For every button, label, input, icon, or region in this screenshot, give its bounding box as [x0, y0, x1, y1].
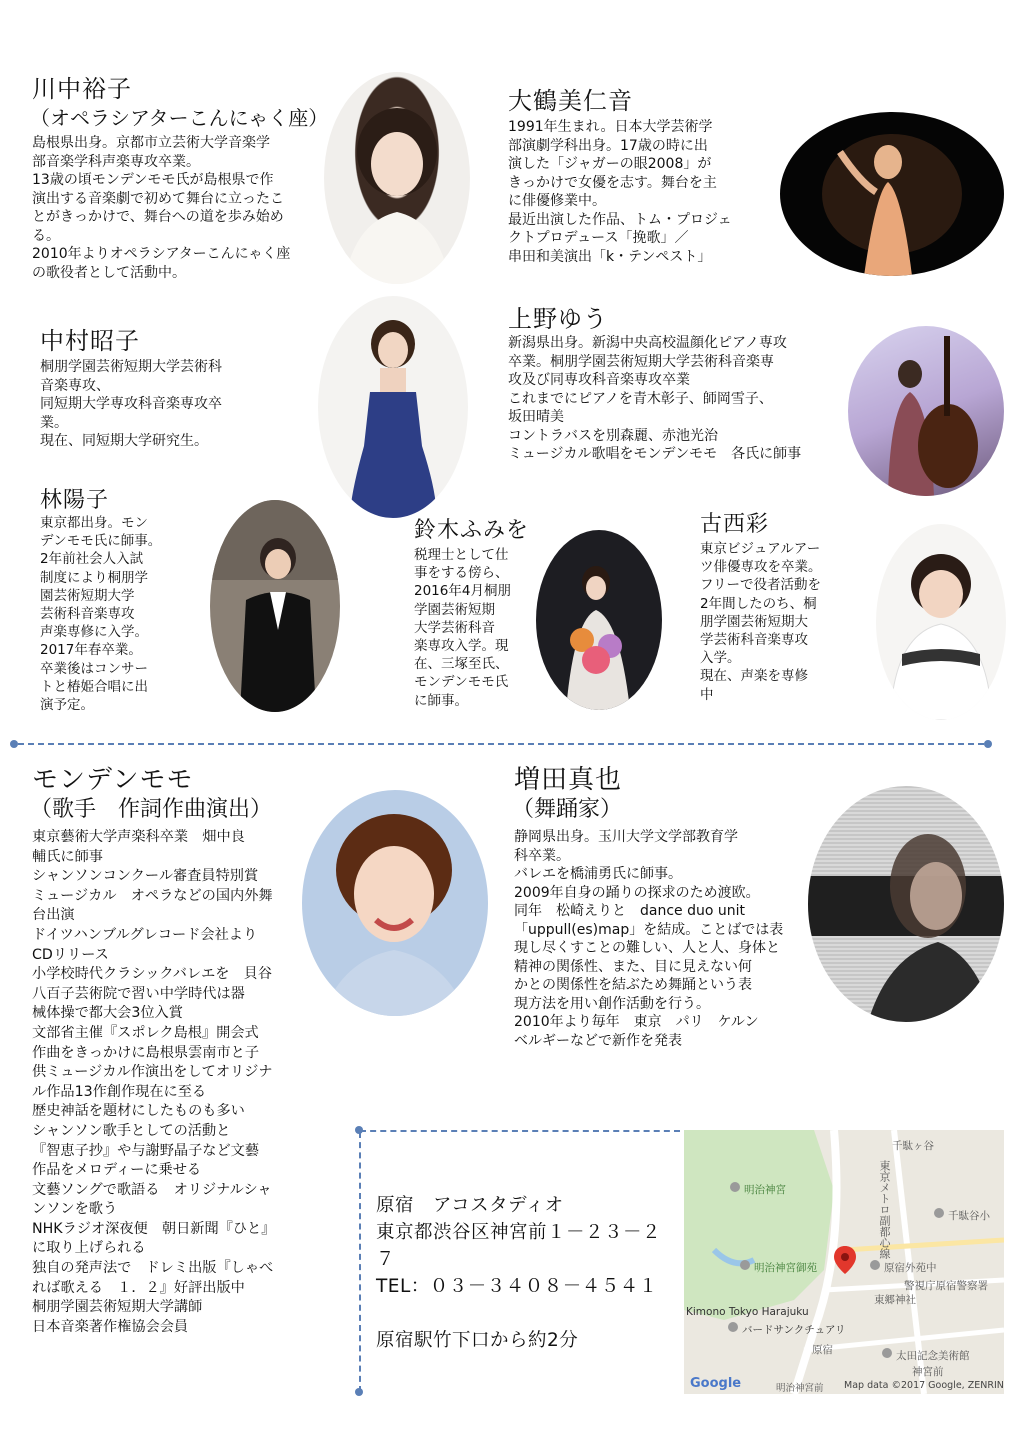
kawanaka-name: 川中裕子 — [32, 75, 132, 103]
hayashi-bio: 東京都出身。モン デンモモ氏に師事。 2年前社会人入試 制度により桐朋学 園芸術短期大学 芸術科音楽専攻 声楽専修に入学。 2017年春卒業。 卒業後はコンサー トと椿姫合唱に出 演予定。 — [40, 515, 162, 714]
masuda-name: 増田真也 — [514, 765, 623, 795]
map[interactable] — [684, 1130, 1004, 1394]
hayashi-portrait — [210, 500, 340, 712]
kawanaka-photo — [324, 72, 470, 284]
monden-photo — [302, 790, 488, 1016]
map-label-sendagaya: 千駄ヶ谷 — [892, 1140, 934, 1152]
map-label-metro: 東京メトロ副都心線 — [878, 1160, 891, 1259]
bird-sanctuary-pin — [728, 1322, 738, 1332]
monden-portrait — [302, 790, 488, 1016]
ueno-contrabass-image — [848, 326, 1004, 496]
nakamura-name: 中村昭子 — [40, 327, 140, 355]
konishi-portrait — [876, 524, 1006, 720]
masuda-role: （舞踊家） — [512, 797, 623, 822]
venue-info: 原宿 アコスタディオ 東京都渋谷区神宮前１－２３－２７ TEL：０３－３４０８－４５４１ 原宿駅竹下口から約2分 — [376, 1195, 662, 1351]
meiji-gyoen-pin — [740, 1260, 750, 1270]
map-google-logo: Google — [690, 1376, 742, 1391]
meiji-jingu-pin — [730, 1182, 740, 1192]
map-label-bird: バードサンクチュアリ — [742, 1324, 846, 1336]
map-label-togo-jinja: 東郷神社 — [874, 1294, 916, 1306]
harajuku-gaien-pin — [870, 1260, 880, 1270]
masuda-portrait — [808, 786, 1004, 1022]
suzuki-photo — [536, 530, 662, 710]
ota-museum-pin — [882, 1348, 892, 1358]
ueno-photo — [848, 326, 1004, 496]
nakamura-bio: 桐朋学園芸術短期大学芸術科 音楽専攻、 同短期大学専攻科音楽専攻卒 業。 現在、同短期大学研究生。 — [40, 359, 222, 449]
otsuru-photo — [780, 112, 1004, 276]
map-label-jingumae-station: 明治神宮前 — [776, 1383, 824, 1394]
map-label-keishicho: 警視庁原宿警察署 — [904, 1280, 988, 1292]
otsuru-bio: 1991年生まれ。日本大学芸術学 部演劇学科出身。17歳の時に出 演した「ジャガーの眼2008」が きっかけで女優を志す。舞台を主 に俳優修業中。 最近出演した作品、トム・プロジェ クトプロデュース「挽歌」／ 串田和美演出「k・テンペスト」 — [508, 119, 732, 265]
nakamura-portrait — [318, 296, 468, 518]
divider-dot-left — [10, 740, 18, 748]
konishi-name: 古西彩 — [700, 512, 770, 537]
monden-bio: 東京藝術大学声楽科卒業 畑中良 輔氏に師事 シャンソンコンクール審査員特別賞 ミュージカル オペラなどの国内外舞 台出演 ドイツハンブルグレコード会社より CDリリース 小学校時代クラシックバレエを 貝谷 八百子芸術院で習い中学時代は器 械体操で都大会3位入賞 文部省主催『スポレク島根』開会式 作曲をきっかけに島根県雲南市と子 供ミュージカル作演出をしてオリジナ ル作品13作創作現在に至る 歴史神話を題材にしたものも多い シャンソン歌手としての活動と 『智恵子抄』や与謝野晶子など文藝 作品をメロディーに乗せる 文藝ソングで歌語る オリジナルシャ ンソンを歌う NHKラジオ深夜便 朝日新聞『ひと』 に取り上げられる 独自の発声法で ドレミ出版『しゃべ れば歌える １．２』好評出版中 桐朋学園芸術短期大学講師 日本音楽著作権協会会員 — [32, 829, 276, 1335]
suzuki-bio: 税理士として仕 事をする傍ら、 2016年4月桐朋 学園芸術短期 大学芸術科音 楽専攻入学。現 在、三塚至氏、 モンデンモモ氏 に師事。 — [414, 547, 511, 709]
map-label-harajuku: 原宿 — [812, 1344, 833, 1356]
venue-dot-bottom — [355, 1388, 363, 1396]
divider-dot-right — [984, 740, 992, 748]
otsuru-name: 大鶴美仁音 — [508, 87, 633, 115]
map-label-ota: 太田記念美術館 — [896, 1350, 970, 1362]
hayashi-photo — [210, 500, 340, 712]
nakamura-photo — [318, 296, 468, 518]
suzuki-name: 鈴木ふみを — [414, 518, 530, 543]
kawanaka-portrait — [324, 72, 470, 284]
masuda-bio: 静岡県出身。玉川大学文学部教育学 科卒業。 バレエを橋浦勇氏に師事。 2009年自身の踊りの探求のため渡欧。 同年 松崎えりと dance duo unit 「uppull(es)map」を結成。ことばでは表 現し尽くすことの難しい、人と人、身体と 精神の関係性、また、目に見えない何 かとの関係性を結ぶため舞踊という表 現方法を用い創作活動を行う。 2010年より毎年 東京 パリ ケルン ベルギーなどで新作を発表 — [514, 829, 784, 1049]
kawanaka-bio: 島根県出身。京都市立芸術大学音楽学 部音楽学科声楽専攻卒業。 13歳の頃モンデンモモ氏が島根県で作 演出する音楽劇で初めて舞台に立ったこ とがきっかけで、舞台への道を歩み始め る。 2010年よりオペラシアターこんにゃく座 の歌役者として活動中。 — [32, 135, 291, 281]
monden-role: （歌手 作詞作曲演出） — [30, 797, 273, 822]
map-label-meiji-jingu: 明治神宮 — [744, 1184, 786, 1196]
map-label-harajuku-gaien: 原宿外苑中 — [884, 1262, 937, 1274]
hayashi-name: 林陽子 — [40, 488, 110, 513]
konishi-photo — [876, 524, 1006, 720]
venue-left-border — [359, 1132, 361, 1392]
map-credit: Map data ©2017 Google, ZENRIN — [844, 1380, 1004, 1391]
monden-name: モンデンモモ — [32, 765, 194, 795]
kawanaka-affiliation: （オペラシアターこんにゃく座） — [30, 106, 329, 130]
map-label-kimono: Kimono Tokyo Harajuku — [686, 1306, 809, 1318]
ueno-name: 上野ゆう — [508, 305, 608, 333]
map-label-meiji-gyoen: 明治神宮御苑 — [754, 1262, 817, 1274]
venue-top-border — [360, 1130, 680, 1132]
section-divider — [18, 743, 984, 745]
konishi-bio: 東京ビジュアルアー ツ俳優専攻を卒業。 フリーで役者活動を 2年間したのち、桐 朋学園芸術短期大 学芸術科音楽専攻 入学。 現在、声楽を専修 中 — [700, 541, 822, 703]
map-label-jingumae: 神宮前 — [912, 1366, 944, 1378]
sendagaya-elem-pin — [934, 1208, 944, 1218]
ueno-bio: 新潟県出身。新潟中央高校温顔化ピアノ専攻 卒業。桐朋学園芸術短期大学芸術科音楽専 攻及び同専攻科音楽専攻卒業 これまでにピアノを青木彰子、師岡雪子、 坂田晴美 コントラバスを別森麗、赤池光治 ミュージカル歌唱をモンデンモモ 各氏に師事 — [508, 335, 802, 462]
otsuru-stage-image — [780, 112, 1004, 276]
venue-location-pin-icon[interactable] — [834, 1246, 856, 1274]
map-label-sendagaya-elem: 千駄谷小 — [948, 1210, 990, 1222]
masuda-photo — [808, 786, 1004, 1022]
suzuki-bouquet-image — [536, 530, 662, 710]
